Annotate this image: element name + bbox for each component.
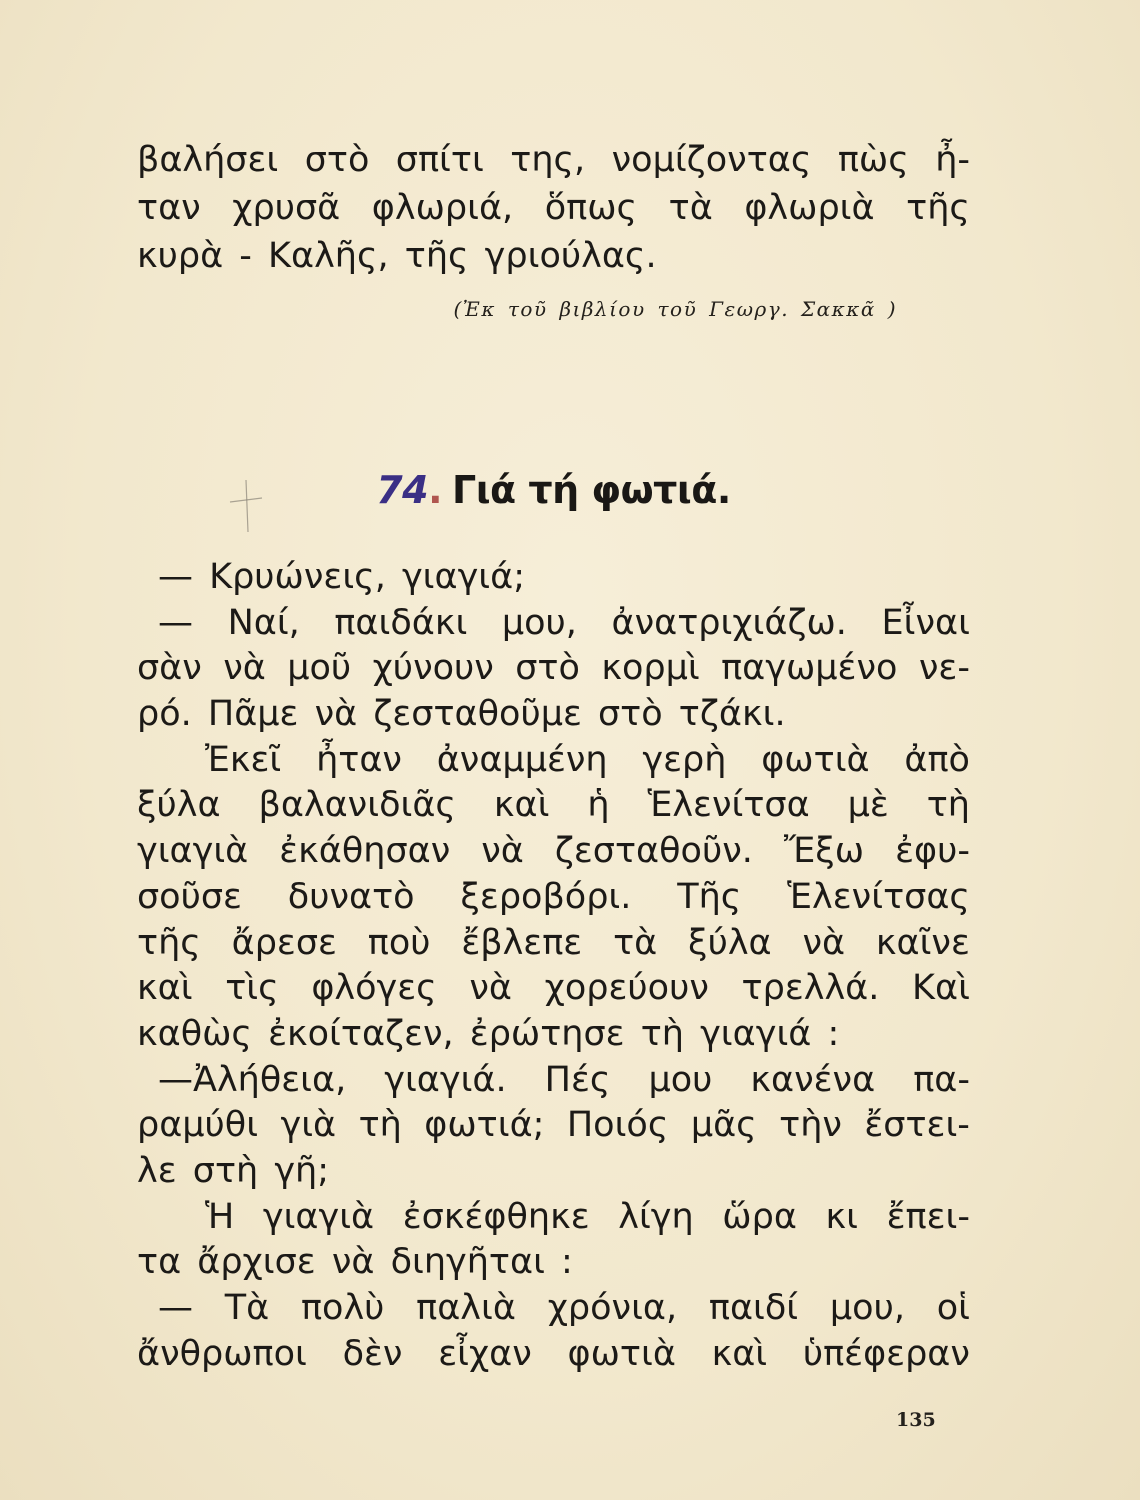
text-line — [137, 783, 970, 829]
word: μὲ — [847, 785, 889, 826]
word: μου, — [501, 602, 577, 643]
text-line — [137, 184, 970, 232]
text-line — [137, 829, 970, 875]
word: γερὴ — [642, 739, 727, 780]
word: χύνουν — [372, 648, 494, 689]
word: ἀνατριχιάζω. — [611, 602, 847, 643]
word: λίγη — [618, 1196, 694, 1237]
word: ἐκάθησαν — [279, 831, 451, 872]
word: τὴν — [779, 1105, 842, 1146]
word: ἐφυ- — [895, 831, 970, 872]
word: βαλανιδιᾶς — [258, 785, 456, 826]
word: γιαγιὰ — [262, 1196, 375, 1237]
word: ἐσκέφθηκε — [402, 1196, 590, 1237]
word: πὼς — [837, 140, 909, 180]
word: τῆς — [137, 922, 201, 963]
word: χρυσᾶ — [232, 188, 341, 228]
text-line — [137, 966, 970, 1012]
word: βαλήσει — [137, 140, 279, 180]
word: χρόνια, — [547, 1288, 678, 1328]
word: καὶ — [711, 1333, 768, 1374]
word: ἡ — [587, 785, 610, 826]
word: φωτιὰ — [567, 1333, 676, 1374]
word: στὸ — [515, 648, 580, 689]
word: νὰ — [481, 831, 524, 872]
word: Καὶ — [912, 968, 970, 1009]
word: φλωριὰ — [744, 188, 875, 228]
word: καὶ — [137, 968, 193, 1009]
word: — — [158, 602, 193, 643]
word: ἔστει- — [864, 1105, 970, 1146]
word: μοῦ — [287, 648, 352, 689]
word: ἀπὸ — [904, 739, 970, 780]
word: Τὰ — [224, 1288, 270, 1328]
word: Ἡ — [205, 1196, 235, 1237]
word: φωτιά; — [424, 1105, 545, 1146]
word: σὰν — [137, 648, 202, 689]
text-line — [137, 1103, 970, 1149]
word: μου, — [829, 1288, 905, 1328]
word: Ἔξω — [783, 831, 865, 872]
word: δὲν — [342, 1333, 403, 1374]
chapter-body — [137, 555, 970, 1377]
word: ὅπως — [544, 188, 638, 228]
word: Τῆς — [677, 876, 742, 917]
dialogue-line — [137, 1058, 970, 1104]
chapter-number-separator: . — [428, 468, 443, 512]
word: — — [158, 1288, 193, 1328]
word: παγωμένο — [721, 648, 898, 689]
word: παιδάκι — [334, 602, 468, 643]
chapter-number: 74 — [376, 468, 429, 512]
word: φωτιὰ — [761, 739, 870, 780]
text-line — [137, 875, 970, 921]
text-line: ρό. Πᾶμε νὰ ζεσταθοῦμε στὸ τζάκι. — [137, 694, 786, 735]
word: νὰ — [223, 648, 266, 689]
word: δυνατὸ — [287, 876, 415, 917]
word: Ναί, — [227, 602, 300, 643]
word: τὶς — [225, 968, 279, 1009]
word: Ποιός — [566, 1105, 669, 1146]
word: γιαγιὰ — [137, 831, 249, 872]
dialogue-line: — Κρυώνεις, γιαγιά; — [158, 557, 526, 597]
dialogue-line — [137, 601, 970, 647]
word: ραμύθι — [137, 1105, 259, 1146]
word: Ἐκεῖ — [205, 739, 282, 780]
word: τὰ — [613, 922, 658, 963]
word: τὴ — [358, 1105, 402, 1146]
word: ἄνθρωποι — [137, 1333, 307, 1374]
word: χορεύουν — [544, 968, 709, 1009]
word: Ἑλενίτσα — [647, 785, 810, 826]
word: ξεροβόρι. — [460, 876, 632, 917]
word: παιδί — [708, 1288, 799, 1328]
word: της, — [510, 140, 586, 180]
word: ταν — [137, 188, 201, 228]
source-citation: (Ἐκ τοῦ βιβλίου τοῦ Γεωργ. Σακκᾶ ) — [453, 297, 897, 321]
word: τῆς — [906, 188, 970, 228]
text-line — [137, 136, 970, 184]
word: κι — [825, 1196, 858, 1237]
paragraph-first-line — [137, 738, 970, 784]
word: φλόγες — [311, 968, 437, 1009]
chapter-heading — [137, 460, 970, 520]
word: γιαγιά. — [384, 1059, 507, 1100]
dialogue-line — [137, 1286, 970, 1332]
word: καὶ — [493, 785, 550, 826]
word: νομίζοντας — [611, 140, 812, 180]
word: τὰ — [668, 188, 713, 228]
paragraph-first-line — [137, 1195, 970, 1241]
word: Πές — [544, 1059, 611, 1100]
word: ξύλα — [137, 785, 221, 826]
text-line: κυρὰ - Καλῆς, τῆς γριούλας. — [137, 236, 657, 276]
word: ποὺ — [367, 922, 431, 963]
word: ἄρεσε — [231, 922, 337, 963]
word: —Ἀλήθεια, — [158, 1059, 347, 1100]
word: οἱ — [936, 1288, 970, 1328]
page-number: 135 — [896, 1409, 936, 1431]
word: φλωριά, — [371, 188, 514, 228]
word: γιὰ — [280, 1105, 337, 1146]
word: τρελλά. — [741, 968, 880, 1009]
text-line — [137, 921, 970, 967]
text-line — [137, 1332, 970, 1378]
word: κανένα — [750, 1059, 876, 1100]
word: ὥρα — [722, 1196, 797, 1237]
word: στὸ — [304, 140, 370, 180]
word: εἶχαν — [438, 1333, 532, 1374]
word: πα- — [913, 1059, 970, 1100]
word: μᾶς — [690, 1105, 757, 1146]
text-line: καθὼς ἐκοίταζεν, ἐρώτησε τὴ γιαγιά : — [137, 1013, 840, 1054]
word: καῖνε — [875, 922, 970, 963]
word: πολὺ — [300, 1288, 385, 1328]
word: νὰ — [469, 968, 512, 1009]
word: ἀναμμένη — [436, 739, 608, 780]
text-line: τα ἄρχισε νὰ διηγῆται : — [137, 1242, 573, 1283]
word: Ἑλενίτσας — [787, 876, 970, 917]
text-line: λε στὴ γῆ; — [137, 1150, 330, 1191]
word: τὴ — [926, 785, 970, 826]
word: ἔβλεπε — [461, 922, 583, 963]
chapter-title: Γιά τή φωτιά. — [452, 468, 731, 512]
word: νὰ — [802, 922, 846, 963]
text-line — [137, 646, 970, 692]
word: ξύλα — [688, 922, 772, 963]
word: παλιὰ — [416, 1288, 516, 1328]
word: μου — [648, 1059, 713, 1100]
word: ὑπέφεραν — [802, 1333, 970, 1374]
word: σοῦσε — [137, 876, 242, 917]
word: ἦ- — [935, 140, 970, 180]
word: ἦταν — [316, 739, 402, 780]
word: νε- — [918, 648, 970, 689]
word: κορμὶ — [601, 648, 700, 689]
word: ζεσταθοῦν. — [554, 831, 753, 872]
word: ἔπει- — [886, 1196, 970, 1237]
word: σπίτι — [395, 140, 484, 180]
word: Εἶναι — [881, 602, 970, 643]
continued-paragraph — [137, 136, 970, 280]
